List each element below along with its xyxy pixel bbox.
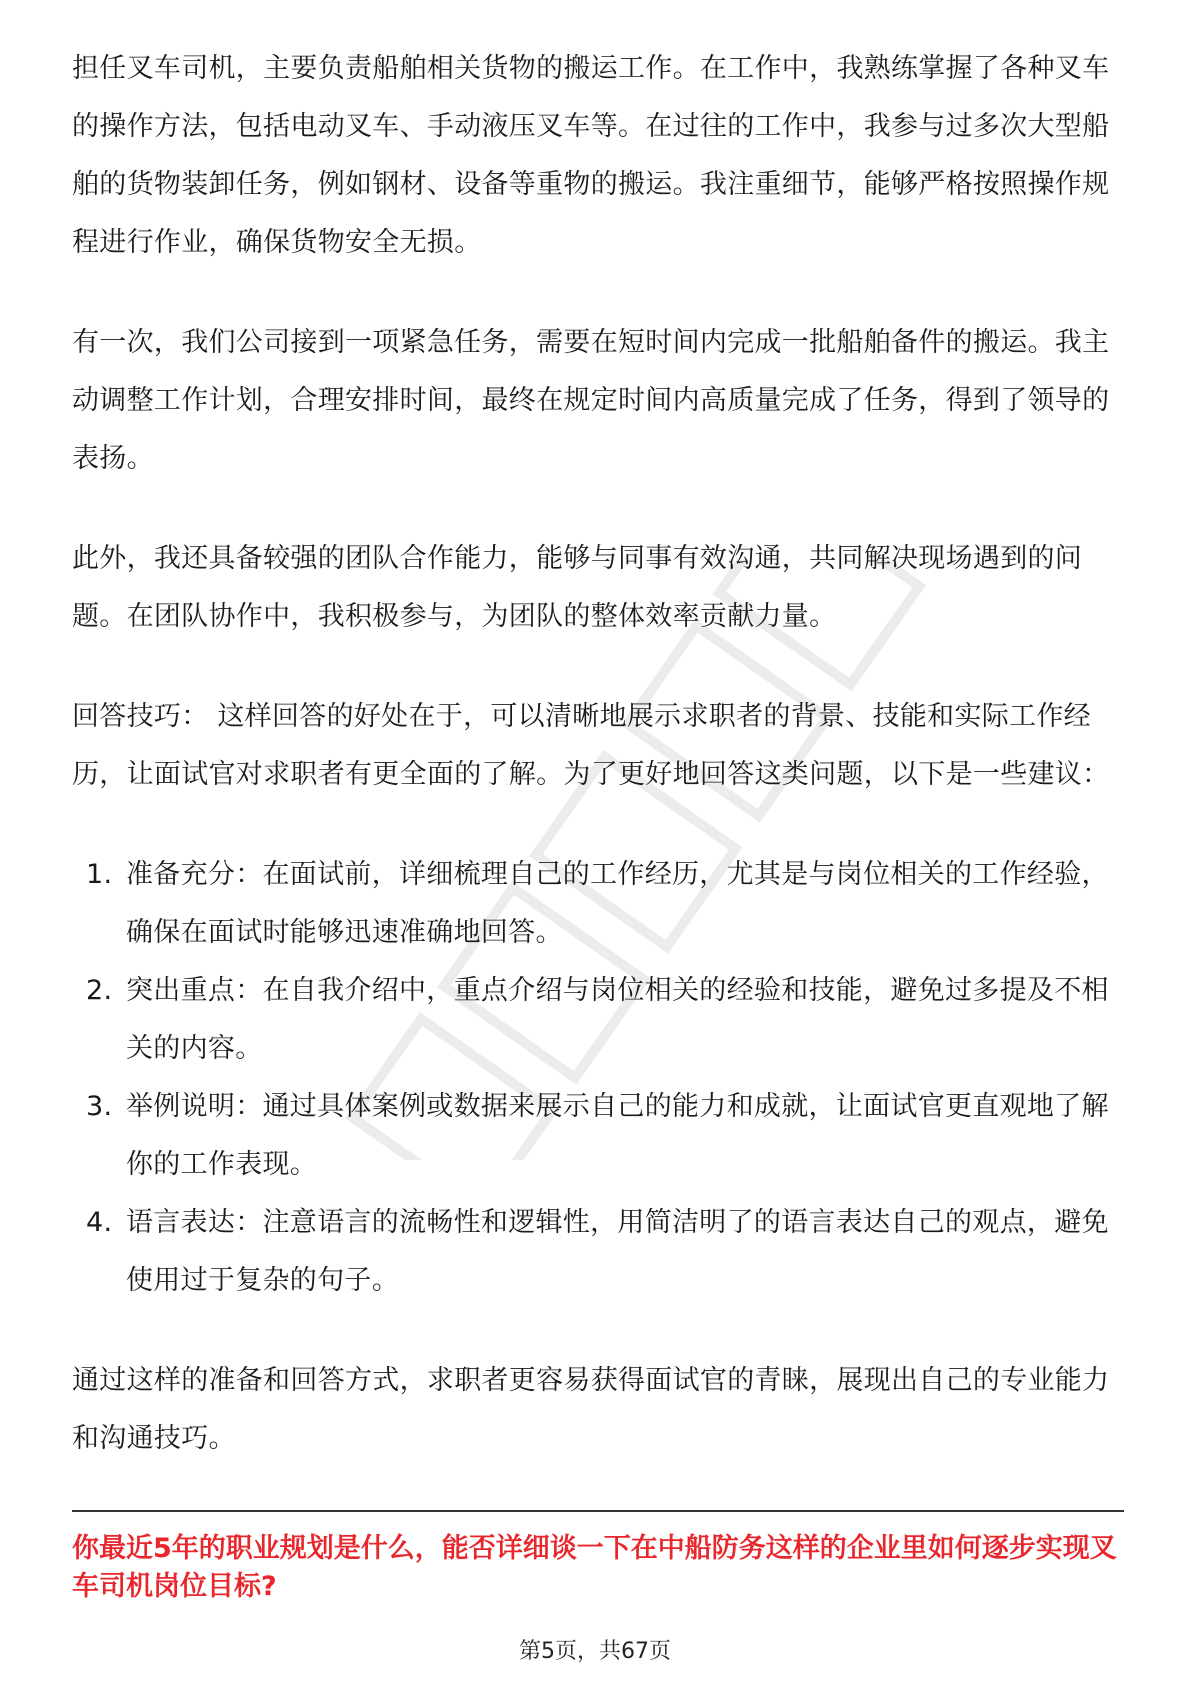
- list-text: 举例说明：通过具体案例或数据来展示自己的能力和成就，让面试官更直观地了解你的工作表现。: [126, 1091, 1109, 1180]
- page-number-footer: 第5页，共67页: [519, 1639, 671, 1664]
- list-item: [72, 962, 1132, 1078]
- section-divider: [72, 1510, 1124, 1512]
- list-number: 4.: [86, 1207, 113, 1238]
- list-item: [72, 846, 1132, 962]
- document-body: [72, 40, 1132, 1510]
- next-question-heading: 你最近5年的职业规划是什么，能否详细谈一下在中船防务这样的企业里如何逐步实现叉车司机岗位目标?: [72, 1533, 1117, 1602]
- paragraph-experience: 担任叉车司机，主要负责船舶相关货物的搬运工作。在工作中，我熟练掌握了各种叉车的操作方法，包括电动叉车、手动液压叉车等。在过往的工作中，我参与过多次大型船舶的货物装卸任务，例如钢材、设备等重物的搬运。我注重细节，能够严格按照操作规程进行作业，确保货物安全无损。: [72, 53, 1110, 258]
- list-item: [72, 1194, 1132, 1310]
- paragraph-teamwork: 此外，我还具备较强的团队合作能力，能够与同事有效沟通，共同解决现场遇到的问题。在团队协作中，我积极参与，为团队的整体效率贡献力量。: [72, 543, 1083, 632]
- list-text: 语言表达：注意语言的流畅性和逻辑性，用简洁明了的语言表达自己的观点，避免使用过于复杂的句子。: [126, 1207, 1109, 1296]
- list-text: 突出重点：在自我介绍中，重点介绍与岗位相关的经验和技能，避免过多提及不相关的内容。: [126, 975, 1109, 1064]
- paragraph-answer-tips: 回答技巧： 这样回答的好处在于，可以清晰地展示求职者的背景、技能和实际工作经历，让面试官对求职者有更全面的了解。为了更好地回答这类问题，以下是一些建议：: [72, 701, 1110, 790]
- list-number: 1.: [86, 859, 113, 890]
- paragraph-urgent-task: 有一次，我们公司接到一项紧急任务，需要在短时间内完成一批船舶备件的搬运。我主动调整工作计划，合理安排时间，最终在规定时间内高质量完成了任务，得到了领导的表扬。: [72, 327, 1110, 474]
- list-number: 3.: [86, 1091, 113, 1122]
- list-number: 2.: [86, 975, 113, 1006]
- list-item: [72, 1078, 1132, 1194]
- tips-list: [72, 846, 1132, 1310]
- list-text: 准备充分：在面试前，详细梳理自己的工作经历，尤其是与岗位相关的工作经验，确保在面试时能够迅速准确地回答。: [126, 859, 1109, 948]
- paragraph-conclusion: 通过这样的准备和回答方式，求职者更容易获得面试官的青睐，展现出自己的专业能力和沟通技巧。: [72, 1365, 1110, 1454]
